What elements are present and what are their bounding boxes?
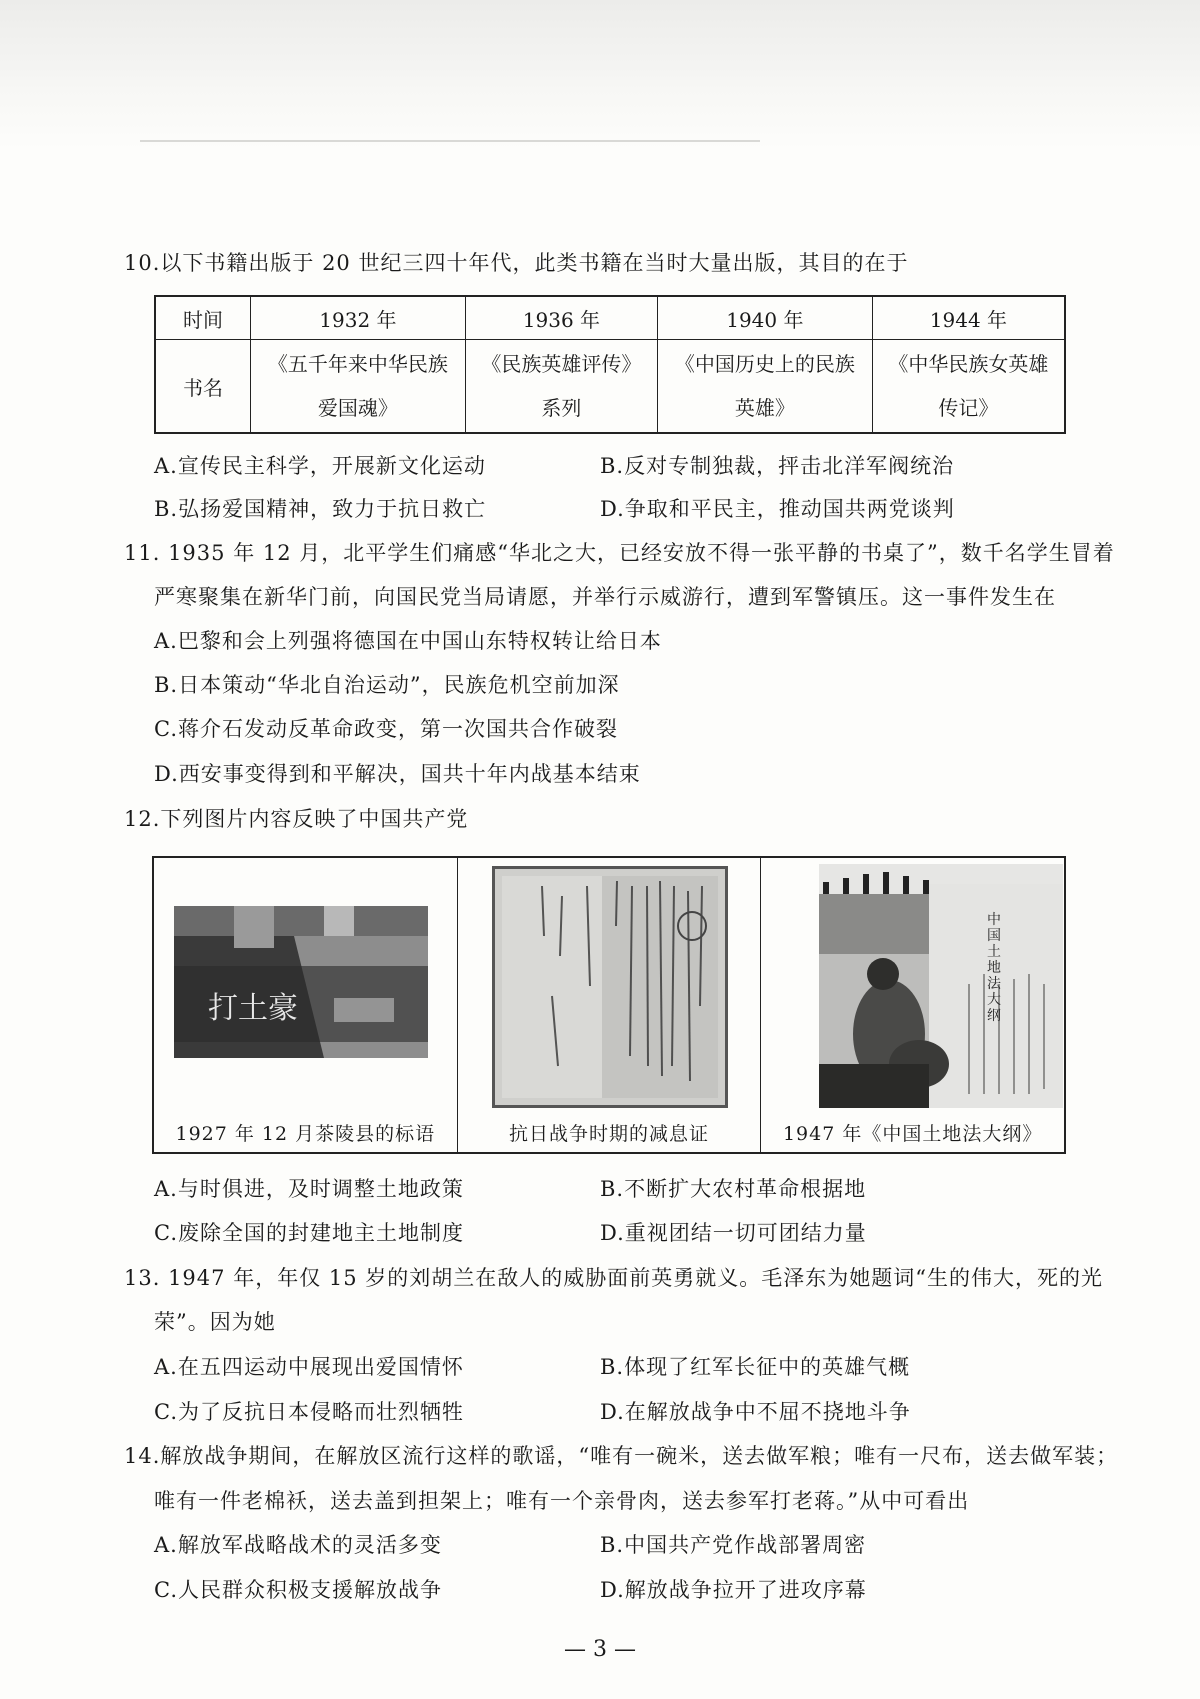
figure-caption-2: 抗日战争时期的减息证 bbox=[509, 1123, 710, 1145]
figure-panel-certificate bbox=[458, 858, 762, 1152]
q13-option-c[interactable]: C.为了反抗日本侵略而壮烈牺牲 bbox=[154, 1400, 464, 1424]
table-book-3 bbox=[657, 340, 872, 434]
book-1-line-2: 爱国魂》 bbox=[317, 396, 398, 420]
figure-caption-3: 1947 年《中国土地法大纲》 bbox=[782, 1123, 1043, 1145]
q10-option-a[interactable]: A.宣传民主科学，开展新文化运动 bbox=[154, 454, 486, 478]
figure-caption-1: 1927 年 12 月茶陵县的标语 bbox=[175, 1123, 436, 1145]
q10-option-b[interactable]: B.反对专制独裁，抨击北洋军阀统治 bbox=[600, 454, 955, 478]
q14-stem-line-2: 唯有一件老棉袄，送去盖到担架上；唯有一个亲骨肉，送去参军打老蒋。”从中可看出 bbox=[154, 1489, 970, 1513]
q14-stem-line-1: 14.解放战争期间，在解放区流行这样的歌谣，“唯有一碗米，送去做军粮；唯有一尺布，送去做军装； bbox=[124, 1444, 1119, 1468]
q13-option-b[interactable]: B.体现了红军长征中的英雄气概 bbox=[600, 1355, 911, 1379]
table-year-4: 1944 年 bbox=[872, 296, 1065, 340]
q14-option-c[interactable]: C.人民群众积极支援解放战争 bbox=[154, 1578, 442, 1602]
book-3-line-1: 《中国历史上的民族 bbox=[674, 352, 855, 376]
land-law-banner-text: 中国土地法大纲 bbox=[987, 912, 1002, 1024]
q12-option-a[interactable]: A.与时俱进，及时调整土地政策 bbox=[154, 1177, 464, 1201]
q14-option-a[interactable]: A.解放军战略战术的灵活多变 bbox=[154, 1533, 442, 1557]
q10-option-c[interactable]: B.弘扬爱国精神，致力于抗日救亡 bbox=[154, 497, 487, 521]
q10-stem: 10.以下书籍出版于 20 世纪三四十年代，此类书籍在当时大量出版，其目的在于 bbox=[124, 251, 909, 275]
table-book-2 bbox=[465, 340, 657, 434]
slogan-sign-text: 打土豪 bbox=[208, 991, 298, 1026]
table-year-3: 1940 年 bbox=[657, 296, 872, 340]
scan-top-line bbox=[140, 140, 760, 142]
land-law-photo bbox=[819, 864, 1063, 1108]
q14-option-b[interactable]: B.中国共产党作战部署周密 bbox=[600, 1533, 867, 1557]
q12-option-c[interactable]: C.废除全国的封建地主土地制度 bbox=[154, 1221, 464, 1245]
figure-panel-land-law bbox=[761, 858, 1064, 1152]
table-book-4 bbox=[872, 340, 1065, 434]
q10-books-table bbox=[154, 295, 1066, 434]
q11-option-a[interactable]: A.巴黎和会上列强将德国在中国山东特权转让给日本 bbox=[154, 629, 662, 653]
book-2-line-1: 《民族英雄评传》 bbox=[481, 352, 642, 376]
book-1-line-1: 《五千年来中华民族 bbox=[267, 352, 448, 376]
q11-stem-line-2: 严寒聚集在新华门前，向国民党当局请愿，并举行示威游行，遭到军警镇压。这一事件发生在 bbox=[154, 585, 1056, 609]
scan-top-shading bbox=[0, 0, 1200, 150]
q13-option-a[interactable]: A.在五四运动中展现出爱国情怀 bbox=[154, 1355, 464, 1379]
q12-option-d[interactable]: D.重视团结一切可团结力量 bbox=[600, 1221, 867, 1245]
table-row bbox=[155, 340, 1065, 434]
q12-option-b[interactable]: B.不断扩大农村革命根据地 bbox=[600, 1177, 867, 1201]
book-4-line-1: 《中华民族女英雄 bbox=[888, 352, 1049, 376]
table-year-1: 1932 年 bbox=[251, 296, 466, 340]
q13-option-d[interactable]: D.在解放战争中不屈不挠地斗争 bbox=[600, 1400, 911, 1424]
table-header-time: 时间 bbox=[155, 296, 251, 340]
page-number: — 3 — bbox=[564, 1637, 636, 1662]
q11-option-c[interactable]: C.蒋介石发动反革命政变，第一次国共合作破裂 bbox=[154, 717, 618, 741]
q13-stem-line-2: 荣”。因为她 bbox=[154, 1310, 276, 1334]
figure-panel-slogan bbox=[154, 858, 458, 1152]
book-2-line-2: 系列 bbox=[541, 396, 582, 420]
q14-option-d[interactable]: D.解放战争拉开了进攻序幕 bbox=[600, 1578, 867, 1602]
table-year-2: 1936 年 bbox=[465, 296, 657, 340]
q13-stem-line-1: 13. 1947 年，年仅 15 岁的刘胡兰在敌人的威胁面前英勇就义。毛泽东为她题词“生的伟大，死的光 bbox=[124, 1266, 1103, 1290]
q11-option-b[interactable]: B.日本策动“华北自治运动”，民族危机空前加深 bbox=[154, 673, 620, 697]
book-4-line-2: 传记》 bbox=[938, 396, 999, 420]
book-3-line-2: 英雄》 bbox=[734, 396, 795, 420]
q11-stem-line-1: 11. 1935 年 12 月，北平学生们痛感“华北之大，已经安放不得一张平静的书桌了”，数千名学生冒着 bbox=[124, 541, 1115, 565]
q12-figure-strip bbox=[152, 856, 1066, 1154]
certificate-photo bbox=[492, 866, 728, 1108]
table-header-books: 书名 bbox=[155, 340, 251, 434]
table-row bbox=[155, 296, 1065, 340]
q11-option-d[interactable]: D.西安事变得到和平解决，国共十年内战基本结束 bbox=[154, 762, 641, 786]
q12-stem: 12.下列图片内容反映了中国共产党 bbox=[124, 807, 469, 831]
slogan-photo bbox=[174, 906, 428, 1058]
q10-option-d[interactable]: D.争取和平民主，推动国共两党谈判 bbox=[600, 497, 955, 521]
table-book-1 bbox=[251, 340, 466, 434]
